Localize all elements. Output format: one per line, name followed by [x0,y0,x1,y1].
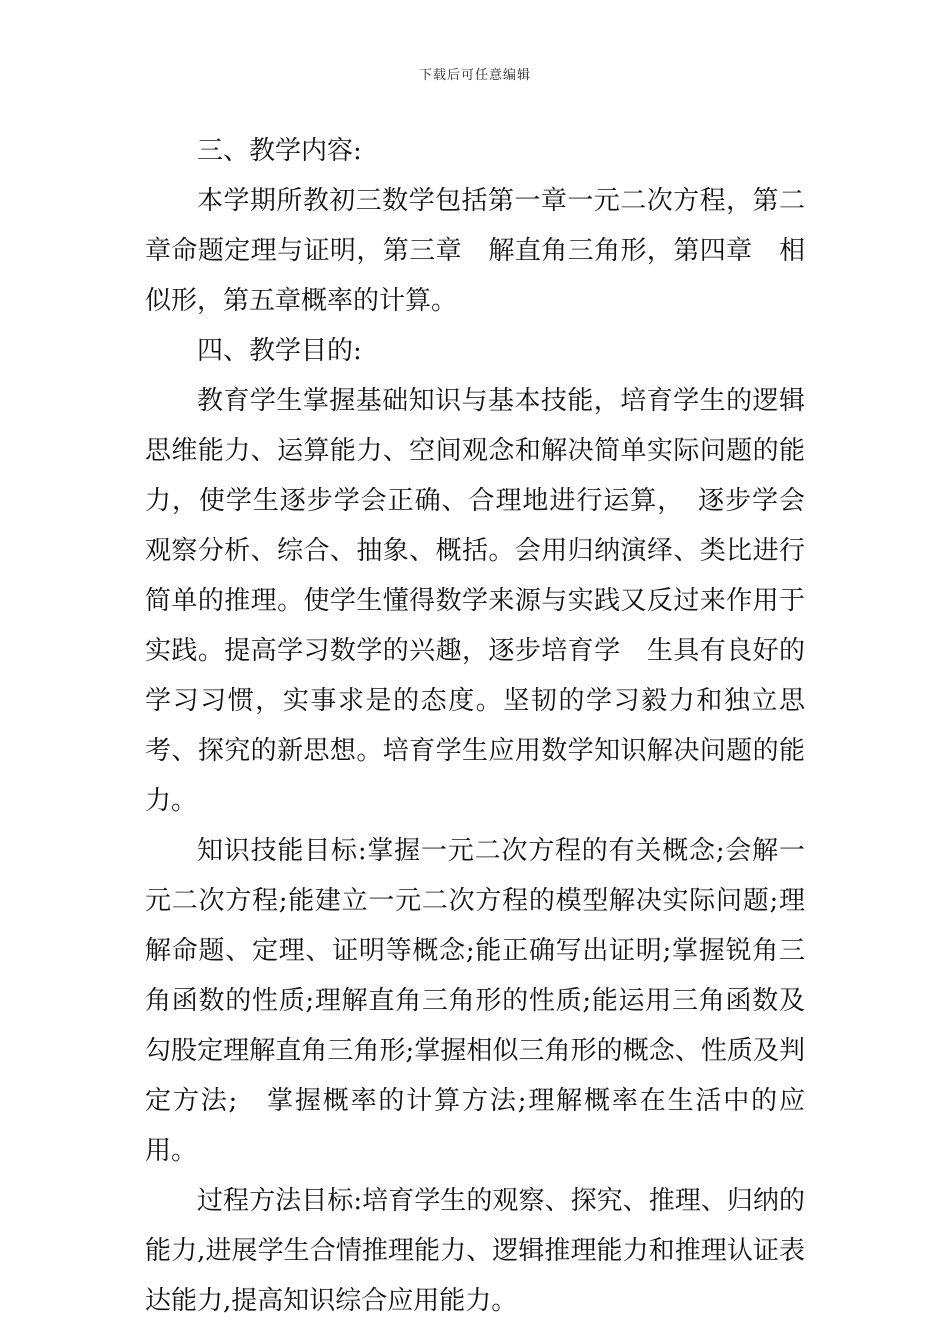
paragraph-objectives-description: 教育学生掌握基础知识与基本技能，培育学生的逻辑思维能力、运算能力、空间观念和解决简单实际问题的能力，使学生逐步学会正确、合理地进行运算， 逐步学会观察分析、综合、抽象、概括。会用归纳演绎、类比进行简单的推理。使学生懂得数学来源与实践又反过来作用于实践。提高学习数学的兴趣，逐步培育学 生具有良好的学习习惯，实事求是的态度。坚韧的学习毅力和独立思考、探究的新思想。培育学生应用数学知识解决问题的能力。 [145,386,805,816]
paragraph-content-description: 本学期所教初三数学包括第一章一元二次方程，第二章命题定理与证明，第三章 解直角三角形，第四章 相似形，第五章概率的计算。 [145,186,805,316]
page-header-note: 下载后可任意编辑 [418,68,531,83]
document-body [145,126,805,1326]
section-heading-objectives: 四、教学目的: [197,336,362,366]
section-heading-content: 三、教学内容: [197,136,362,166]
paragraph-knowledge-skills-goal: 知识技能目标:掌握一元二次方程的有关概念;会解一元二次方程;能建立一元二次方程的模型解决实际问题;理解命题、定理、证明等概念;能正确写出证明;掌握锐角三角函数的性质;理解直角三角形的性质;能运用三角函数及勾股定理解直角三角形;掌握相似三角形的概念、性质及判定方法; 掌握概率的计算方法;理解概率在生活中的应用。 [145,836,805,1166]
paragraph-process-method-goal: 过程方法目标:培育学生的观察、探究、推理、归纳的能力,进展学生合情推理能力、逻辑推理能力和推理认证表达能力,提高知识综合应用能力。 [145,1186,805,1316]
